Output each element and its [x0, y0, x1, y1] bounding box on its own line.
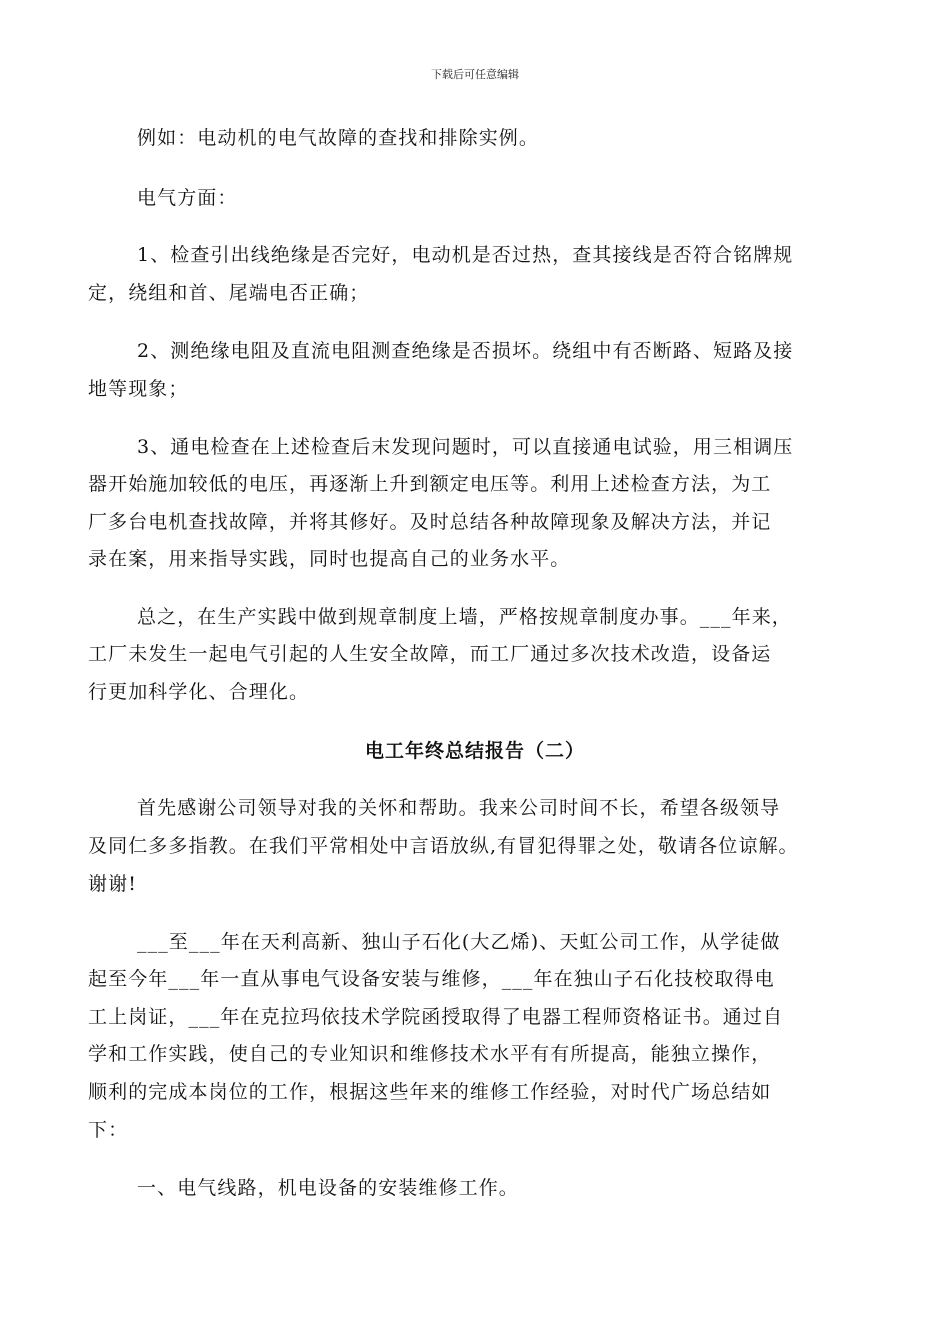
paragraph-line: 行更加科学化、合理化。 — [88, 681, 310, 703]
paragraph-line: 定，绕组和首、尾端电否正确； — [88, 282, 370, 304]
paragraph-line: 地等现象； — [88, 378, 189, 400]
paragraph-line: 工上岗证，___年在克拉玛依技术学院函授取得了电器工程师资格证书。通过自 — [88, 1006, 784, 1028]
paragraph-line: 起至今年___年一直从事电气设备安装与维修，___年在独山子石化技校取得电 — [88, 968, 775, 990]
paragraph-line: 首先感谢公司领导对我的关怀和帮助。我来公司时间不长，希望各级领导 — [137, 797, 781, 819]
paragraph-line: 厂多台电机查找故障，并将其修好。及时总结各种故障现象及解决方法，并记 — [88, 511, 772, 533]
paragraph-line: 一、电气线路，机电设备的安装维修工作。 — [137, 1177, 519, 1199]
paragraph-line: 谢谢! — [88, 873, 137, 895]
paragraph-line: 录在案，用来指导实践，同时也提高自己的业务水平。 — [88, 548, 571, 570]
paragraph-line: 1、检查引出线绝缘是否完好，电动机是否过热，查其接线是否符合铭牌规 — [137, 244, 794, 266]
paragraph-line: 器开始施加较低的电压，再逐渐上升到额定电压等。利用上述检查方法，为工 — [88, 473, 772, 495]
paragraph-line: ___至___年在天利高新、独山子石化(大乙烯)、天虹公司工作，从学徒做 — [137, 931, 781, 953]
paragraph-line: 及同仁多多指教。在我们平常相处中言语放纵,有冒犯得罪之处，敬请各位谅解。 — [88, 835, 799, 857]
paragraph-line: 电气方面： — [137, 187, 238, 209]
paragraph-line: 学和工作实践，使自己的专业知识和维修技术水平有有所提高，能独立操作， — [88, 1043, 772, 1065]
paragraph-line: 2、测绝缘电阻及直流电阻测查绝缘是否损坏。绕组中有否断路、短路及接 — [137, 340, 794, 362]
paragraph-line: 顺利的完成本岗位的工作，根据这些年来的维修工作经验，对时代广场总结如 — [88, 1081, 772, 1103]
paragraph-line: 总之，在生产实践中做到规章制度上墙，严格按规章制度办事。___年来， — [137, 606, 792, 628]
page-header: 下载后可任意编辑 — [431, 68, 519, 81]
paragraph-line: 3、通电检查在上述检查后末发现问题时，可以直接通电试验，用三相调压 — [137, 436, 794, 458]
paragraph-line: 例如：电动机的电气故障的查找和排除实例。 — [137, 127, 540, 149]
section-title: 电工年终总结报告（二） — [364, 740, 585, 762]
paragraph-line: 下： — [88, 1119, 129, 1141]
paragraph-line: 工厂未发生一起电气引起的人生安全故障，而工厂通过多次技术改造，设备运 — [88, 643, 772, 665]
